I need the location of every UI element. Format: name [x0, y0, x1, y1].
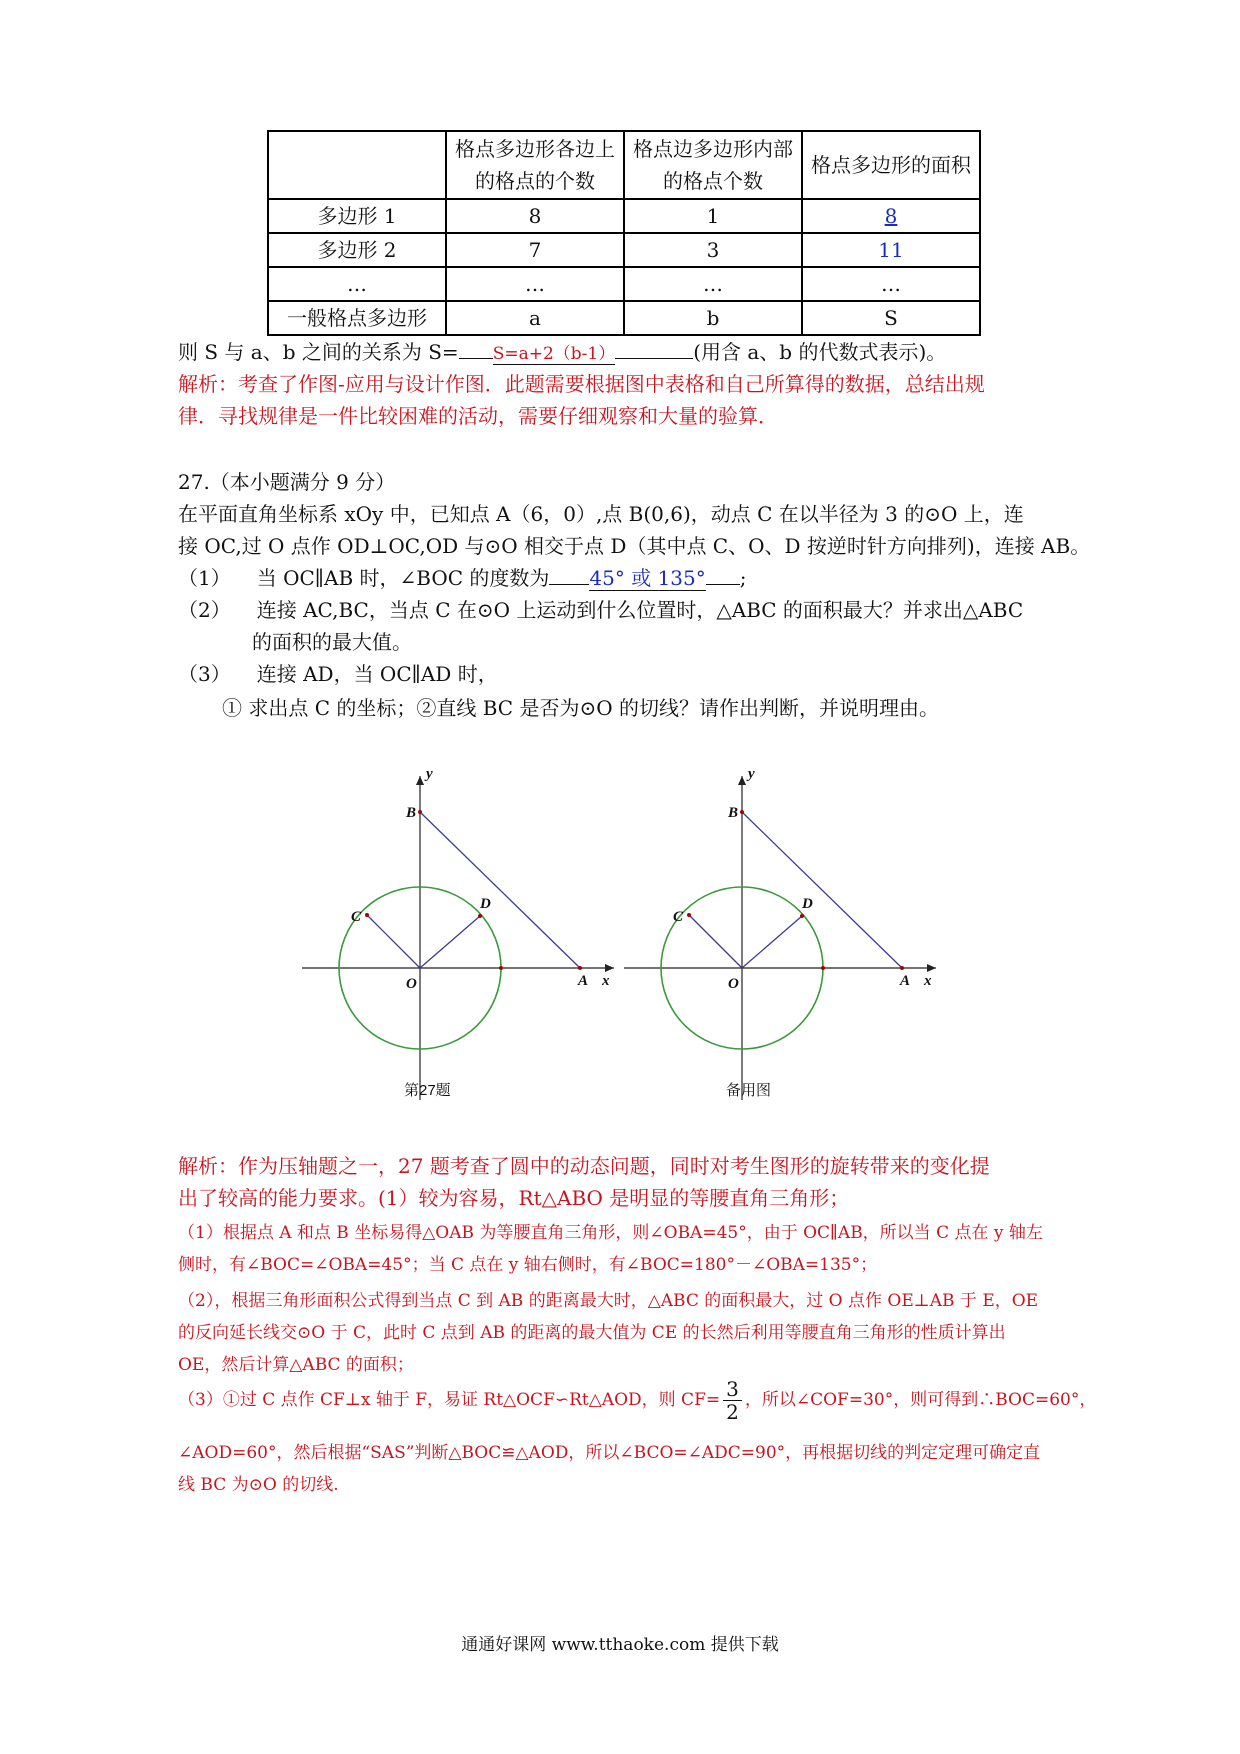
y-axis	[416, 776, 424, 1100]
table-cell: b	[624, 301, 802, 335]
label-b: B	[406, 805, 417, 821]
figure-spare	[618, 760, 948, 1110]
page-footer: 通通好课网 www.tthaoke.com 提供下载	[461, 1635, 779, 1655]
solution-2-line-2: 的反向延长线交⊙O 于 C，此时 C 点到 AB 的距离的最大值为 CE 的长然后利用等腰直角三角形的性质计算出	[178, 1323, 1006, 1343]
table-cell: 多边形 1	[268, 199, 446, 233]
part-1-text: 当 OC∥AB 时，∠BOC 的度数为	[256, 566, 550, 590]
label-x: x	[924, 973, 932, 989]
part-1-end: ;	[739, 566, 747, 590]
analysis-1-line-1: 解析：考查了作图-应用与设计作图．此题需要根据图中表格和自己所算得的数据，总结出规	[178, 372, 985, 396]
q27-part-2	[178, 594, 1023, 623]
table-cell: 一般格点多边形	[268, 301, 446, 335]
table-header-cell: 格点多边形各边上的格点的个数	[446, 131, 624, 199]
table-cell: …	[802, 267, 980, 301]
table-cell: 7	[446, 233, 624, 267]
figure-27-caption: 第27题	[404, 1082, 451, 1099]
solution-2-line-1: （2），根据三角形面积公式得到当点 C 到 AB 的距离最大时，△ABC 的面积最大，过 O 点作 OE⊥AB 于 E，OE	[178, 1291, 1039, 1311]
segment-oc	[367, 915, 420, 968]
part-2-line-1: 连接 AC,BC，当点 C 在⊙O 上运动到什么位置时，△ABC 的面积最大？并求出△ABC	[256, 598, 1024, 622]
point-b	[418, 810, 422, 814]
solution-3-line-3: 线 BC 为⊙O 的切线.	[178, 1475, 339, 1495]
table-cell: 1	[624, 199, 802, 233]
relation-suffix: (用含 a、b 的代数式表示)。	[693, 340, 947, 364]
label-x: x	[602, 973, 610, 989]
segment-od	[420, 916, 480, 968]
analysis-2-line-2: 出了较高的能力要求。(1）较为容易，Rt△ABO 是明显的等腰直角三角形；	[178, 1186, 850, 1210]
label-y: y	[426, 766, 433, 782]
q27-header: 27.（本小题满分 9 分）	[178, 470, 396, 494]
table-row	[268, 233, 980, 267]
label-c: C	[351, 909, 362, 925]
label-o: O	[728, 976, 739, 992]
y-axis	[738, 776, 746, 1100]
table-row	[268, 267, 980, 301]
label-d: D	[480, 896, 491, 912]
q27-part-2-line-2: 的面积的最大值。	[252, 630, 412, 654]
q27-stem-line-2: 接 OC,过 O 点作 OD⊥OC,OD 与⊙O 相交于点 D（其中点 C、O、D 按逆时针方向排列)，连接 AB。	[178, 534, 1091, 558]
table-cell: 多边形 2	[268, 233, 446, 267]
solution-3-pre: （3）①过 C 点作 CF⊥x 轴于 F，易证 Rt△OCF∽Rt△AOD，则 CF=	[178, 1390, 721, 1410]
part-number: （3）	[178, 662, 231, 686]
relation-line	[178, 336, 946, 365]
point-d	[800, 914, 804, 918]
part-number: （1）	[178, 566, 231, 590]
label-d: D	[802, 896, 813, 912]
q27-stem-line-1: 在平面直角坐标系 xOy 中，已知点 A（6，0）,点 B(0,6)，动点 C 在以半径为 3 的⊙O 上，连	[178, 502, 1024, 526]
point-right-intersect	[499, 966, 503, 970]
solution-3-line-1	[178, 1378, 1096, 1423]
part-3-text: 连接 AD，当 OC∥AD 时，	[256, 662, 498, 686]
figure-spare-caption: 备用图	[726, 1082, 772, 1099]
table-header-cell	[268, 131, 446, 199]
analysis-2-line-1: 解析：作为压轴题之一，27 题考查了圆中的动态问题，同时对考生图形的旋转带来的变化提	[178, 1154, 990, 1178]
table-header-row	[268, 131, 980, 199]
table-cell-answer: 8	[802, 199, 980, 233]
solution-1-line-1: （1）根据点 A 和点 B 坐标易得△OAB 为等腰直角三角形，则∠OBA=45°，由于 OC∥AB，所以当 C 点在 y 轴左	[178, 1223, 1043, 1243]
table-cell: a	[446, 301, 624, 335]
relation-answer: S=a+2（b-1）	[492, 344, 616, 364]
point-a	[578, 966, 582, 970]
x-axis	[302, 964, 614, 972]
table-cell: …	[624, 267, 802, 301]
point-b	[740, 810, 744, 814]
point-c	[365, 913, 369, 917]
point-a	[900, 966, 904, 970]
label-a: A	[900, 973, 911, 989]
analysis-1-line-2: 律．寻找规律是一件比较困难的活动，需要仔细观察和大量的验算．	[178, 404, 778, 428]
table-cell: 3	[624, 233, 802, 267]
part-number: （2）	[178, 598, 231, 622]
table-cell: S	[802, 301, 980, 335]
relation-prefix: 则 S 与 a、b 之间的关系为 S=	[178, 340, 459, 364]
q27-part-3	[178, 658, 498, 687]
table-cell: …	[446, 267, 624, 301]
point-c	[687, 913, 691, 917]
segment-oc	[689, 915, 742, 968]
label-y: y	[748, 766, 755, 782]
table-cell-answer: 11	[802, 233, 980, 267]
solution-3-post: ，所以∠COF=30°，则可得到∴BOC=60°，	[744, 1390, 1097, 1410]
solution-1-line-2: 侧时，有∠BOC=∠OBA=45°；当 C 点在 y 轴右侧时，有∠BOC=180°－∠OBA=135°；	[178, 1255, 878, 1275]
table-cell: …	[268, 267, 446, 301]
part-1-answer: 45° 或 135°	[589, 566, 706, 590]
q27-part-1	[178, 562, 747, 591]
label-b: B	[728, 805, 739, 821]
fraction	[723, 1378, 742, 1423]
table-header-cell: 格点边多边形内部的格点个数	[624, 131, 802, 199]
x-axis	[624, 964, 936, 972]
lattice-polygon-table	[267, 130, 981, 336]
point-right-intersect	[821, 966, 825, 970]
table-header-cell: 格点多边形的面积	[802, 131, 980, 199]
solution-3-line-2: ∠AOD=60°，然后根据“SAS”判断△BOC≌△AOD，所以∠BCO=∠ADC=90°，再根据切线的判定定理可确定直	[178, 1443, 1041, 1463]
figure-27	[296, 760, 626, 1110]
label-c: C	[673, 909, 684, 925]
fraction-numerator: 3	[723, 1378, 742, 1401]
table-row	[268, 199, 980, 233]
fraction-denominator: 2	[726, 1400, 739, 1424]
label-a: A	[578, 973, 589, 989]
segment-od	[742, 916, 802, 968]
point-d	[478, 914, 482, 918]
table-cell: 8	[446, 199, 624, 233]
table-row	[268, 301, 980, 335]
solution-2-line-3: OE，然后计算△ABC 的面积；	[178, 1355, 414, 1375]
label-o: O	[406, 976, 417, 992]
q27-part-3-sub: ① 求出点 C 的坐标；②直线 BC 是否为⊙O 的切线？请作出判断，并说明理由。	[222, 696, 939, 720]
